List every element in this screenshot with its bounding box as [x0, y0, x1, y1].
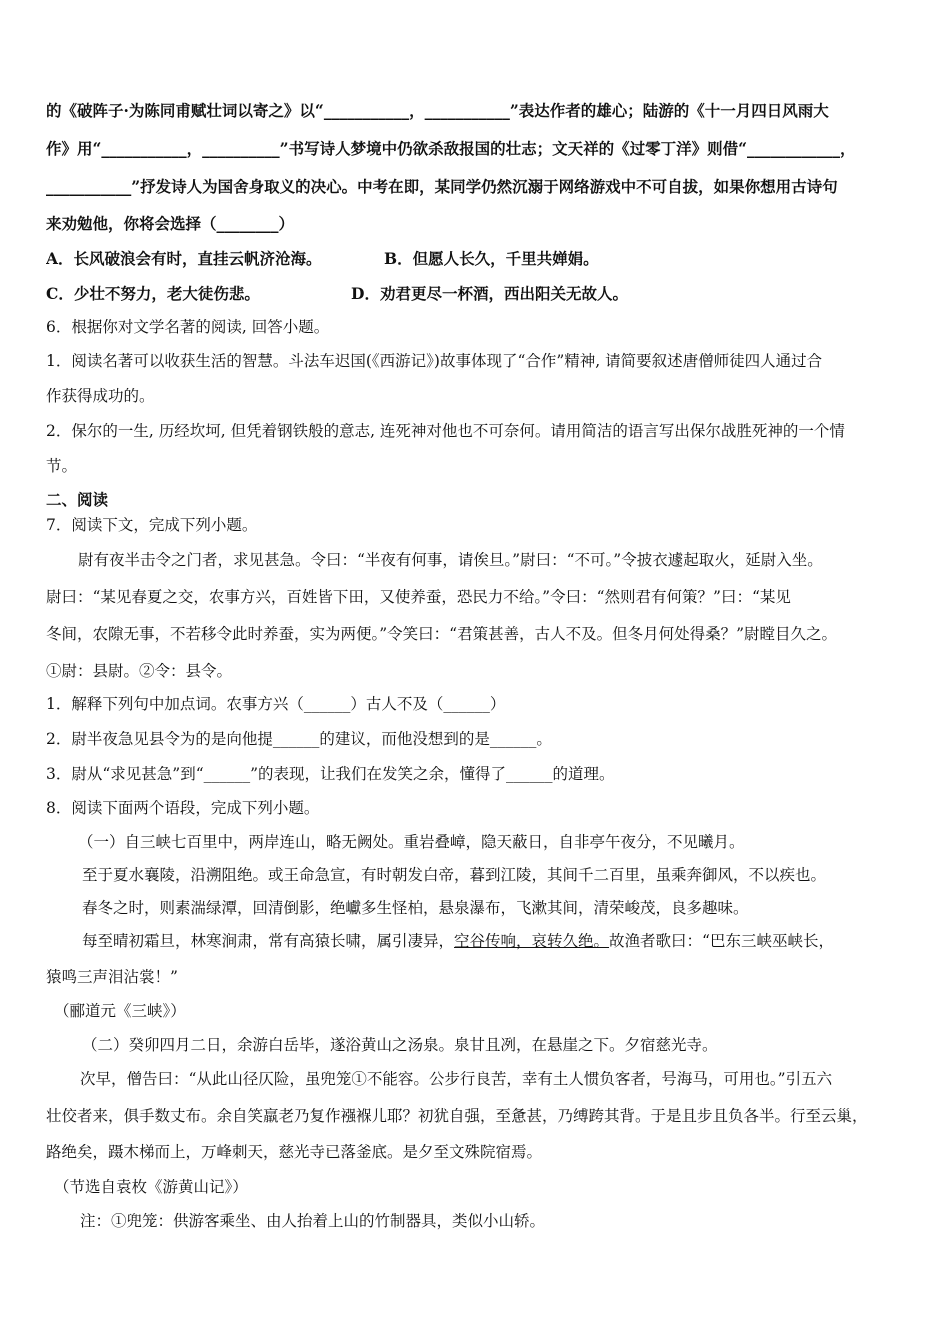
q8-p2-line1: （二）癸卯四月二日，余游白岳毕，遂浴黄山之汤泉。泉甘且冽，在悬崖之下。夕宿慈光寺。: [82, 1036, 718, 1054]
q7-sub2: 2．尉半夜急见县令为的是向他提______的建议，而他没想到的是______。: [46, 730, 552, 748]
q6-sub1-line2: 作获得成功的。: [46, 387, 155, 405]
q8-p2-line2: 次早，僧告曰：“从此山径仄险，虽兜笼①不能容。公步行良苦，幸有土人惯负客者，号海马，可用也。”引五六: [80, 1070, 833, 1088]
q8-p1-line4: [82, 931, 912, 951]
q8-title: 8．阅读下面两个语段，完成下列小题。: [46, 799, 320, 817]
section-heading-reading: 二、阅读: [46, 491, 109, 509]
q5-options-row-1: [46, 249, 908, 269]
q8-footnote: 注：①兜笼：供游客乘坐、由人抬着上山的竹制器具，类似小山轿。: [80, 1212, 546, 1230]
q7-note: ①尉：县尉。②令：县令。: [46, 662, 233, 680]
q5-option-a[interactable]: A．长风破浪会有时，直挂云帆济沧海。: [46, 249, 322, 268]
q6-title: 6．根据你对文学名著的阅读, 回答小题。: [46, 318, 330, 336]
q5-option-b[interactable]: B．但愿人长久，千里共婵娟。: [384, 249, 599, 268]
q5-line-2: 作》用“___________，__________”书写诗人梦境中仍欲杀敌报国的壮志；文天祥的《过零丁洋》则借“____________，: [46, 139, 856, 158]
q7-sub1: 1．解释下列句中加点词。农事方兴（______）古人不及（______）: [46, 695, 506, 713]
q8-p1-line2: 至于夏水襄陵，沿溯阻绝。或王命急宣，有时朝发白帝，暮到江陵，其间千二百里，虽乘奔御风，不以疾也。: [82, 866, 827, 884]
q6-sub2-line1: 2．保尔的一生, 历经坎坷, 但凭着钢铁般的意志, 连死神对他也不可奈何。请用简洁的语言写出保尔战胜死神的一个情: [46, 422, 845, 440]
q5-option-c[interactable]: C．少壮不努力，老大徒伤悲。: [46, 284, 260, 303]
q7-passage-line-1: 尉有夜半击令之门者，求见甚急。令曰：“半夜有何事，请俟旦。”尉曰：“不可。”令披衣遽起取火，延尉入坐。: [78, 551, 823, 569]
q8-p1-line5: 猿鸣三声泪沾裳！”: [46, 968, 178, 986]
q5-line-3: ___________”抒发诗人为国舍身取义的决心。中考在即，某同学仍然沉溺于网络游戏中不可自拔，如果你想用古诗句: [46, 177, 838, 196]
q8-p2-line4: 路绝矣，蹑木梯而上，万峰刺天，慈光寺已落釜底。是夕至文殊院宿焉。: [46, 1143, 543, 1161]
q7-passage-line-2: 尉曰：“某见春夏之交，农事方兴，百姓皆下田，又使养蚕，恐民力不给。”令曰：“然则君有何策？”曰：“某见: [46, 588, 791, 606]
q5-option-d[interactable]: D．劝君更尽一杯酒，西出阳关无故人。: [351, 284, 628, 303]
q7-title: 7．阅读下文，完成下列小题。: [46, 516, 258, 534]
q5-options-row-2: [46, 284, 908, 304]
q7-passage-line-3: 冬间，农隙无事，不若移令此时养蚕，实为两便。”令笑曰：“君策甚善，古人不及。但冬月何处得桑？”尉瞠目久之。: [46, 625, 838, 643]
q6-sub2-line2: 节。: [46, 457, 78, 475]
q5-line-1: 的《破阵子·为陈同甫赋壮词以寄之》以“___________，___________”表达作者的雄心；陆游的《十一月四日风雨大: [46, 101, 829, 120]
q8-p1-line3: 春冬之时，则素湍绿潭，回清倒影，绝巘多生怪柏，悬泉瀑布，飞漱其间，清荣峻茂，良多趣味。: [82, 899, 749, 917]
q6-sub1-line1: 1．阅读名著可以收获生活的智慧。斗法车迟国(《西游记》)故事体现了“合作”精神, 请简要叙述唐僧师徒四人通过合: [46, 352, 823, 370]
q8-source-1: （郦道元《三峡》）: [54, 1002, 186, 1020]
q8-source-2: （节选自袁枚《游黄山记》）: [54, 1178, 248, 1196]
q8-p1-line4-pre: 每至晴初霜旦，林寒涧肃，常有高猿长啸，属引凄异，: [82, 932, 455, 950]
q7-sub3: 3．尉从“求见甚急”到“______”的表现，让我们在发笑之余，懂得了______的道理。: [46, 765, 615, 783]
underlined-phrase: 空谷传响，哀转久绝。: [454, 932, 610, 950]
q5-line-4: 来劝勉他，你将会选择（________）: [46, 214, 295, 233]
q8-p1-line1: （一）自三峡七百里中，两岸连山，略无阙处。重岩叠嶂，隐天蔽日，自非亭午夜分，不见曦月。: [78, 833, 745, 851]
q8-p1-line4-post: 故渔者歌曰：“巴东三峡巫峡长，: [609, 932, 834, 950]
q8-p2-line3: 壮佼者来，俱手数丈布。余自笑羸老乃复作襁褓儿耶？初犹自强，至惫甚，乃缚跨其背。于是且步且负各半。行至云巢，: [46, 1107, 868, 1125]
